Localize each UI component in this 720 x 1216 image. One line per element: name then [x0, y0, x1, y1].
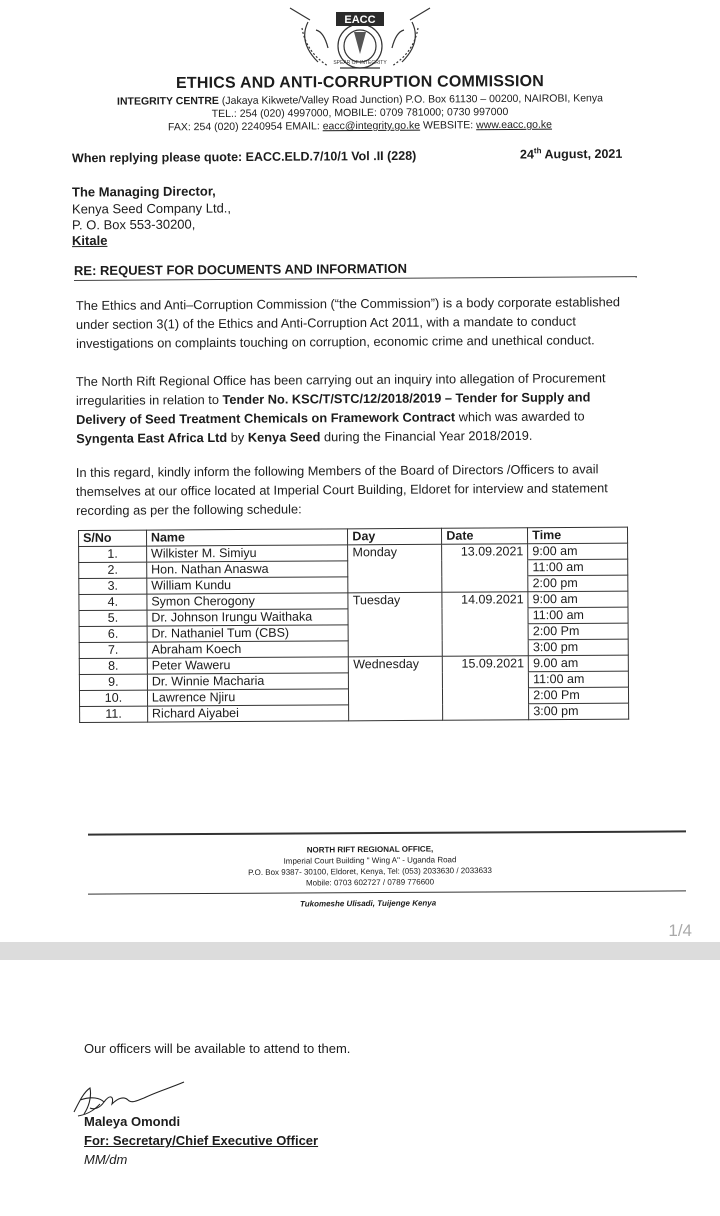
- date-rest: August, 2021: [544, 146, 623, 162]
- footer-box: P.O. Box 9387- 30100, Eldoret, Kenya, Tel: (053) 2033630 / 2033633: [248, 865, 492, 878]
- page-separator: [0, 942, 720, 960]
- footer-rule-top: [88, 830, 686, 835]
- cell-sno: 7.: [79, 642, 147, 658]
- header-day: Day: [348, 528, 442, 545]
- cell-time: 3:00 pm: [529, 703, 629, 720]
- subject-line: RE: REQUEST FOR DOCUMENTS AND INFORMATION: [73, 260, 407, 279]
- table-row: [80, 703, 629, 722]
- awarding-entity: Kenya Seed: [247, 429, 321, 445]
- cell-date: [442, 624, 528, 641]
- recipient-company: Kenya Seed Company Ltd.,: [71, 200, 232, 217]
- cell-date: 15.09.2021: [443, 656, 529, 673]
- paragraph-inquiry: [76, 368, 643, 448]
- cell-date: [442, 608, 528, 625]
- signatory-name: Maleya Omondi: [84, 1114, 181, 1129]
- cell-day: [349, 704, 443, 721]
- eacc-logo-emblem: [288, 2, 432, 76]
- interview-schedule-table: [78, 527, 629, 723]
- cell-time: 11:00 am: [529, 671, 629, 688]
- cell-day: Wednesday: [349, 656, 443, 673]
- cell-date: [442, 576, 528, 593]
- cell-date: 14.09.2021: [442, 592, 528, 609]
- closing-sentence: Our officers will be available to attend to them.: [84, 1041, 351, 1056]
- cell-day: [349, 672, 443, 689]
- signatory-title: For: Secretary/Chief Executive Officer: [84, 1133, 319, 1148]
- cell-time: 3:00 pm: [528, 639, 628, 656]
- header-sno: S/No: [79, 530, 147, 546]
- cell-day: Monday: [348, 544, 442, 561]
- footer-mobile: Mobile: 0703 602727 / 0789 776600: [305, 877, 435, 888]
- cell-name: Dr. Nathaniel Tum (CBS): [147, 625, 349, 642]
- footer-building: Imperial Court Building " Wing A" - Uganda Road: [283, 855, 457, 866]
- website-link[interactable]: www.eacc.go.ke: [476, 118, 553, 132]
- reference-quote: When replying please quote: EACC.ELD.7/10/1 Vol .II (228): [71, 148, 417, 166]
- cell-sno: 11.: [80, 706, 148, 722]
- cell-name: William Kundu: [147, 577, 349, 594]
- cell-name: Dr. Winnie Macharia: [147, 673, 349, 690]
- p2-part-a: The North Rift Regional Office has been carrying out an inquiry into allegation of Procurement irregularities in relation to: [75, 370, 606, 408]
- cell-name: Abraham Koech: [147, 641, 349, 658]
- cell-date: [443, 672, 529, 689]
- cell-sno: 9.: [79, 674, 147, 690]
- page-indicator: 1/4: [668, 921, 692, 940]
- footer-rule-bottom: [88, 890, 686, 894]
- cell-day: [348, 608, 442, 625]
- cell-date: [442, 560, 528, 577]
- cell-time: 2:00 Pm: [529, 687, 629, 704]
- cell-date: 13.09.2021: [442, 544, 528, 561]
- recipient-town: Kitale: [71, 232, 108, 249]
- cell-name: Dr. Johnson Irungu Waithaka: [147, 609, 349, 626]
- telephone-line: TEL.: 254 (020) 4997000, MOBILE: 0709 781000; 0730 997000: [211, 105, 509, 121]
- cell-time: 2:00 pm: [528, 575, 628, 592]
- cell-name: Hon. Nathan Anaswa: [147, 561, 349, 578]
- cell-sno: 3.: [79, 578, 147, 594]
- cell-name: Peter Waweru: [147, 657, 349, 674]
- cell-date: [443, 688, 529, 705]
- awardee-name: Syngenta East Africa Ltd: [76, 429, 228, 446]
- tender-reference: Tender No. KSC/T/STC/12/2018/2019 – Tender for Supply and Delivery of Seed Treatment Chemicals on Framework Contract: [76, 389, 591, 427]
- cell-sno: 10.: [79, 690, 147, 706]
- p2-part-e: by: [227, 429, 248, 445]
- cell-sno: 8.: [79, 658, 147, 674]
- reference-initials: MM/dm: [84, 1152, 128, 1167]
- cell-sno: 4.: [79, 594, 147, 610]
- cell-time: 11:00 am: [528, 607, 628, 624]
- cell-day: Tuesday: [348, 592, 442, 609]
- date-day: 24: [519, 147, 534, 162]
- logo-text: EACC: [344, 14, 376, 26]
- organization-name: ETHICS AND ANTI-CORRUPTION COMMISSION: [175, 73, 545, 92]
- address-building: INTEGRITY CENTRE: [116, 94, 219, 108]
- logo-motto: SPEAR OF INTEGRITY: [333, 60, 387, 66]
- recipient-title: The Managing Director,: [71, 183, 216, 200]
- paragraph-schedule-intro: In this regard, kindly inform the following Members of the Board of Directors /Officers to avail themselves at our office located at Imperial Court Building, Eldoret for interview and statement recording as per the following schedule:: [75, 461, 608, 518]
- cell-name: Lawrence Njiru: [147, 689, 349, 706]
- cell-day: [348, 576, 442, 593]
- cell-sno: 5.: [79, 610, 147, 626]
- p2-part-c: which was awarded to: [455, 408, 585, 425]
- footer-office: NORTH RIFT REGIONAL OFFICE,: [306, 844, 434, 855]
- cell-date: [443, 704, 529, 721]
- cell-time: 9:00 am: [528, 591, 628, 608]
- header-date: Date: [442, 528, 528, 545]
- cell-name: Wilkister M. Simiyu: [146, 545, 348, 562]
- cell-name: Symon Cherogony: [147, 593, 349, 610]
- cell-time: 9.00 am: [528, 655, 628, 672]
- paragraph-mandate: The Ethics and Anti–Corruption Commission (“the Commission”) is a body corporate established under section 3(1) of the Ethics and Anti-Corruption Act 2011, with a mandate to conduct investigations on complaints touching on corruption, economic crime and unethical conduct.: [75, 294, 621, 351]
- cell-time: 11:00 am: [528, 559, 628, 576]
- cell-time: 2:00 Pm: [528, 623, 628, 640]
- website-label: WEBSITE:: [422, 119, 474, 132]
- header-name: Name: [146, 529, 348, 546]
- footer-tagline: Tukomeshe Ulisadi, Tuijenge Kenya: [299, 898, 437, 909]
- letter-date: [520, 146, 622, 162]
- cell-day: [348, 560, 442, 577]
- cell-time: 9:00 am: [528, 543, 628, 560]
- cell-day: [348, 624, 442, 641]
- cell-day: [349, 640, 443, 657]
- recipient-box: P. O. Box 553-30200,: [71, 216, 196, 233]
- handwritten-signature: [70, 1078, 190, 1118]
- header-time: Time: [528, 527, 628, 544]
- address-details: (Jakaya Kikwete/Valley Road Junction) P.O. Box 61130 – 00200, NAIROBI, Kenya: [221, 92, 604, 107]
- email-link[interactable]: eacc@integrity.go.ke: [322, 119, 421, 133]
- cell-sno: 2.: [79, 562, 147, 578]
- cell-day: [349, 688, 443, 705]
- cell-date: [442, 640, 528, 657]
- fax-label: FAX: 254 (020) 2240954 EMAIL:: [167, 120, 320, 134]
- date-suffix: th: [533, 146, 542, 156]
- cell-sno: 1.: [79, 546, 147, 562]
- p2-part-g: during the Financial Year 2018/2019.: [320, 427, 533, 445]
- cell-sno: 6.: [79, 626, 147, 642]
- cell-name: Richard Aiyabei: [147, 705, 349, 722]
